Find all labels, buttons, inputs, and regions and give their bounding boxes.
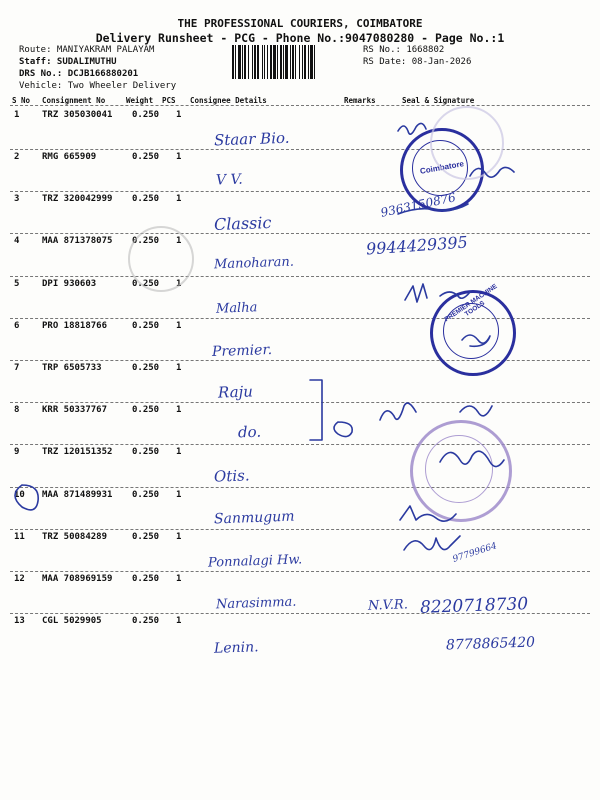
handwritten-phone-2: 9944429395 bbox=[365, 232, 469, 259]
row-divider bbox=[10, 191, 590, 192]
row-consignment-no: TRZ 305030041 bbox=[42, 110, 113, 120]
barcode-bar bbox=[304, 45, 306, 79]
rs-number: RS No.: 1668802 bbox=[363, 45, 445, 55]
row-consignment-no: TRZ 120151352 bbox=[42, 447, 113, 457]
barcode-bar bbox=[242, 45, 243, 79]
barcode-bar bbox=[264, 45, 265, 79]
row-divider bbox=[10, 529, 590, 530]
premier-stamp-text: PREMIER MACHINE TOOLS bbox=[443, 282, 499, 324]
col-seal: Seal & Signature bbox=[402, 96, 475, 105]
row-consignee-handwritten: Manoharan. bbox=[213, 254, 295, 273]
row-consignment-no: MAA 871489931 bbox=[42, 490, 113, 500]
barcode-bar bbox=[302, 45, 303, 79]
row-divider bbox=[10, 276, 590, 277]
row-consignee-handwritten: Classic bbox=[213, 213, 272, 234]
row-weight: 0.250 bbox=[132, 616, 160, 626]
barcode-bar bbox=[244, 45, 246, 79]
row-pcs: 1 bbox=[176, 447, 182, 457]
row-consignee-handwritten: Staar Bio. bbox=[213, 128, 290, 150]
row-consignment-no: TRP 6505733 bbox=[42, 363, 102, 373]
drs-number: DRS No.: DCJB166880201 bbox=[19, 69, 139, 79]
purple-stamp bbox=[410, 420, 512, 522]
row-sno: 3 bbox=[14, 194, 20, 204]
row-consignment-no: RMG 665909 bbox=[42, 152, 97, 162]
row-divider bbox=[10, 233, 590, 234]
row-sno: 5 bbox=[14, 279, 20, 289]
row-sno: 9 bbox=[14, 447, 20, 457]
row-sno: 1 bbox=[14, 110, 20, 120]
row-weight: 0.250 bbox=[132, 152, 160, 162]
row-consignee-handwritten: Otis. bbox=[213, 466, 250, 486]
row-weight: 0.250 bbox=[132, 447, 160, 457]
barcode-bar bbox=[273, 45, 276, 79]
row-consignee-handwritten: do. bbox=[237, 422, 262, 442]
barcode-bar bbox=[299, 45, 300, 79]
row-pcs: 1 bbox=[176, 363, 182, 373]
signature-row-8 bbox=[380, 403, 492, 420]
row-pcs: 1 bbox=[176, 152, 182, 162]
row-pcs: 1 bbox=[176, 279, 182, 289]
row-sno: 7 bbox=[14, 363, 20, 373]
col-weight: Weight bbox=[126, 96, 154, 105]
row-sno: 8 bbox=[14, 405, 20, 415]
barcode-bar bbox=[290, 45, 291, 79]
row-pcs: 1 bbox=[176, 490, 182, 500]
barcode-bar bbox=[285, 45, 288, 79]
signature-row-11 bbox=[404, 536, 460, 550]
col-consignment: Consignment No bbox=[42, 96, 106, 105]
row-pcs: 1 bbox=[176, 532, 182, 542]
header-rule bbox=[10, 105, 590, 106]
row-pcs: 1 bbox=[176, 616, 182, 626]
col-sno: S No bbox=[12, 96, 31, 105]
barcode-bar bbox=[262, 45, 263, 79]
row-sno: 12 bbox=[14, 574, 25, 584]
row-consignment-no: DPI 930603 bbox=[42, 279, 97, 289]
row-pcs: 1 bbox=[176, 194, 182, 204]
faint-stamp bbox=[128, 226, 194, 292]
row-consignee-handwritten: Malha bbox=[215, 300, 258, 317]
faint-stamp-top bbox=[430, 106, 504, 180]
vehicle-label: Vehicle: Two Wheeler Delivery bbox=[19, 81, 177, 91]
row-sno: 6 bbox=[14, 321, 20, 331]
row-weight: 0.250 bbox=[132, 532, 160, 542]
row-weight: 0.250 bbox=[132, 490, 160, 500]
row-weight: 0.250 bbox=[132, 279, 160, 289]
row-consignment-no: TRZ 50084289 bbox=[42, 532, 108, 542]
row-weight: 0.250 bbox=[132, 110, 160, 120]
col-pcs: PCS bbox=[162, 96, 176, 105]
barcode-bar bbox=[292, 45, 294, 79]
row-consignee-handwritten: V V. bbox=[215, 171, 243, 189]
row-consignee-handwritten: Sanmugum bbox=[213, 508, 295, 528]
row-sno: 4 bbox=[14, 236, 20, 246]
handwritten-phone-5: 97799664 bbox=[451, 541, 499, 565]
bracket-mark bbox=[310, 380, 322, 440]
row-consignment-no: CGL 5029905 bbox=[42, 616, 102, 626]
barcode-bar bbox=[277, 45, 278, 79]
staff-label: Staff: SUDALIMUTHU bbox=[19, 57, 117, 67]
barcode-bar bbox=[267, 45, 268, 79]
row-pcs: 1 bbox=[176, 236, 182, 246]
row-sno: 10 bbox=[14, 490, 25, 500]
row-pcs: 1 bbox=[176, 574, 182, 584]
row-divider bbox=[10, 571, 590, 572]
barcode-bar bbox=[283, 45, 284, 79]
row-consignment-no: MAA 871378075 bbox=[42, 236, 113, 246]
row-divider bbox=[10, 402, 590, 403]
row-consignee-handwritten: Raju bbox=[217, 382, 254, 402]
handwritten-phone-1: 9363150876 bbox=[379, 190, 457, 220]
row-weight: 0.250 bbox=[132, 236, 160, 246]
barcode-bar bbox=[308, 45, 309, 79]
rs-date: RS Date: 08-Jan-2026 bbox=[363, 57, 472, 67]
barcode-bar bbox=[252, 45, 253, 79]
route-label: Route: MANIYAKRAM PALAYAM bbox=[19, 45, 155, 55]
barcode-bar bbox=[238, 45, 241, 79]
barcode-bar bbox=[254, 45, 256, 79]
company-title: THE PROFESSIONAL COURIERS, COIMBATORE bbox=[177, 17, 423, 30]
row-consignee-handwritten: Ponnalagi Hw. bbox=[207, 552, 303, 571]
barcode-bar bbox=[232, 45, 234, 79]
handwritten-phone-3: 8220718730 bbox=[419, 594, 529, 618]
row-sno: 13 bbox=[14, 616, 25, 626]
handwritten-phone-4: 8778865420 bbox=[445, 634, 536, 654]
row-consignment-no: TRZ 320042999 bbox=[42, 194, 113, 204]
barcode-bar bbox=[314, 45, 315, 79]
handwritten-remark-12: N.V.R. bbox=[367, 597, 409, 614]
row-consignee-handwritten: Narasimma. bbox=[215, 594, 297, 613]
coimbatore-stamp-text: Coimbatore bbox=[419, 159, 465, 176]
row-consignment-no: PRO 18818766 bbox=[42, 321, 108, 331]
row-weight: 0.250 bbox=[132, 405, 160, 415]
barcode-bar bbox=[280, 45, 282, 79]
barcode bbox=[232, 45, 358, 79]
barcode-bar bbox=[248, 45, 249, 79]
row-pcs: 1 bbox=[176, 321, 182, 331]
barcode-bar bbox=[270, 45, 272, 79]
row-sno: 11 bbox=[14, 532, 25, 542]
row-consignment-no: KRR 50337767 bbox=[42, 405, 108, 415]
row-consignment-no: MAA 708969159 bbox=[42, 574, 113, 584]
col-consignee: Consignee Details bbox=[190, 96, 267, 105]
row-consignee-handwritten: Lenin. bbox=[213, 639, 259, 657]
barcode-bar bbox=[310, 45, 313, 79]
row-sno: 2 bbox=[14, 152, 20, 162]
barcode-bar bbox=[257, 45, 259, 79]
row-weight: 0.250 bbox=[132, 574, 160, 584]
row-weight: 0.250 bbox=[132, 194, 160, 204]
barcode-bar bbox=[235, 45, 236, 79]
runsheet-title: Delivery Runsheet - PCG - Phone No.:9047080280 - Page No.:1 bbox=[95, 31, 505, 45]
row-consignee-handwritten: Premier. bbox=[211, 341, 273, 361]
row-weight: 0.250 bbox=[132, 321, 160, 331]
col-remarks: Remarks bbox=[344, 96, 376, 105]
premier-stamp bbox=[430, 282, 516, 376]
row-pcs: 1 bbox=[176, 405, 182, 415]
barcode-bar bbox=[295, 45, 296, 79]
circle-mark-row-7 bbox=[334, 422, 352, 437]
row-weight: 0.250 bbox=[132, 363, 160, 373]
row-pcs: 1 bbox=[176, 110, 182, 120]
